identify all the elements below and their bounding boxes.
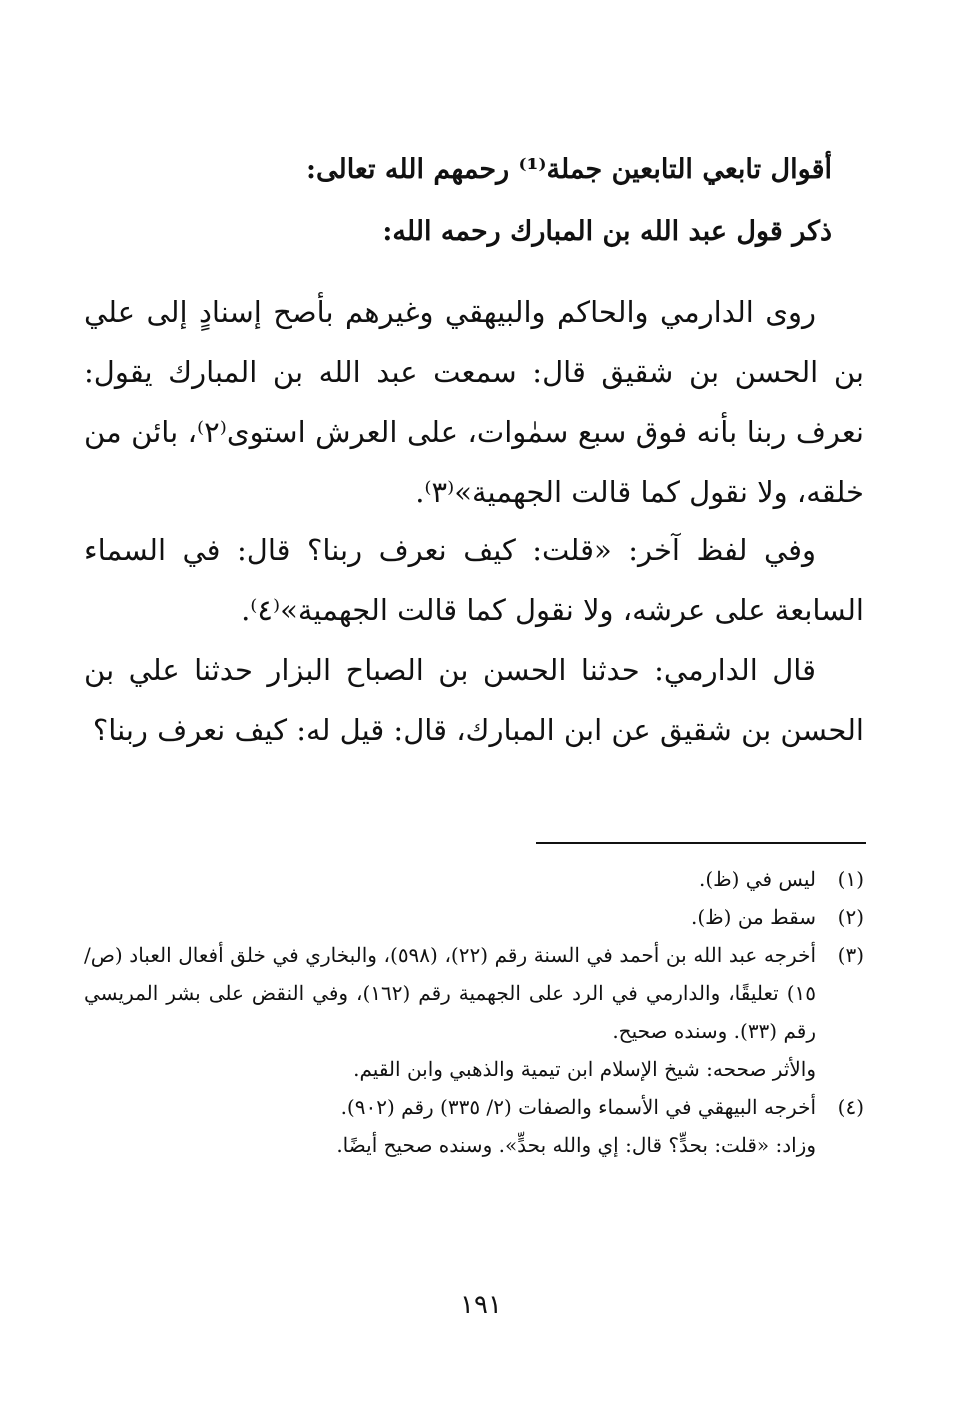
footnote-text: أخرجه البيهقي في الأسماء والصفات (٢/ ٣٣٥) رقم (٩٠٢).: [340, 1095, 816, 1119]
page-number: ١٩١: [460, 1290, 502, 1320]
footnote-number: (٢): [837, 905, 864, 929]
footnote-3-continuation: والأثر صححه: شيخ الإسلام ابن تيمية والذهبي وابن القيم.: [353, 1057, 816, 1081]
footnote-4: [84, 1088, 864, 1126]
footnote-text: أخرجه عبد الله بن أحمد في السنة رقم (٢٢)، (٥٩٨)، والبخاري في خلق أفعال العباد (ص/ ١٥) تعليقًا، والدارمي في الرد على الجهمية رقم (١٦٢)، وفي النقض على بشر المريسي رقم (٣٣). وسنده صحيح.: [84, 943, 816, 1043]
paragraph-3: قال الدارمي: حدثنا الحسن بن الصباح البزار حدثنا علي بن الحسن بن شقيق عن ابن المبارك، قال: قيل له: كيف نعرف ربنا؟: [84, 653, 864, 747]
paragraph-2: وفي لفظ آخر: «قلت: كيف نعرف ربنا؟ قال: في السماء السابعة على عرشه، ولا نقول كما قالت الجهمية»⁽٤⁾.: [84, 533, 864, 627]
footnote-1: [84, 860, 864, 898]
paragraph-1: روى الدارمي والحاكم والبيهقي وغيرهم بأصح إسنادٍ إلى علي بن الحسن بن شقيق قال: سمعت عبد الله بن المبارك يقول: نعرف ربنا بأنه فوق سبع سمٰوات، على العرش استوى⁽٢⁾، بائن من خلقه، ولا نقول كما قالت الجهمية»⁽٣⁾.: [84, 295, 864, 509]
footnote-text: ليس في (ظ).: [698, 867, 816, 891]
section-heading: أقوال تابعي التابعين جملة⁽¹⁾ رحمهم الله تعالى:: [306, 154, 832, 185]
footnote-number: (٣): [837, 943, 864, 967]
footnote-number: (٤): [837, 1095, 864, 1119]
footnote-4-continuation: وزاد: «قلت: بحدٍّ؟ قال: إي والله بحدٍّ». وسنده صحيح أيضًا.: [336, 1133, 816, 1157]
subsection-heading: ذكر قول عبد الله بن المبارك رحمه الله:: [382, 216, 832, 247]
footnote-number: (١): [837, 867, 864, 891]
footnote-3: [84, 936, 864, 1050]
footnote-separator: [536, 842, 866, 844]
footnote-text: سقط من (ظ).: [691, 905, 816, 929]
footnotes: [84, 860, 864, 1164]
footnote-2: [84, 898, 864, 936]
